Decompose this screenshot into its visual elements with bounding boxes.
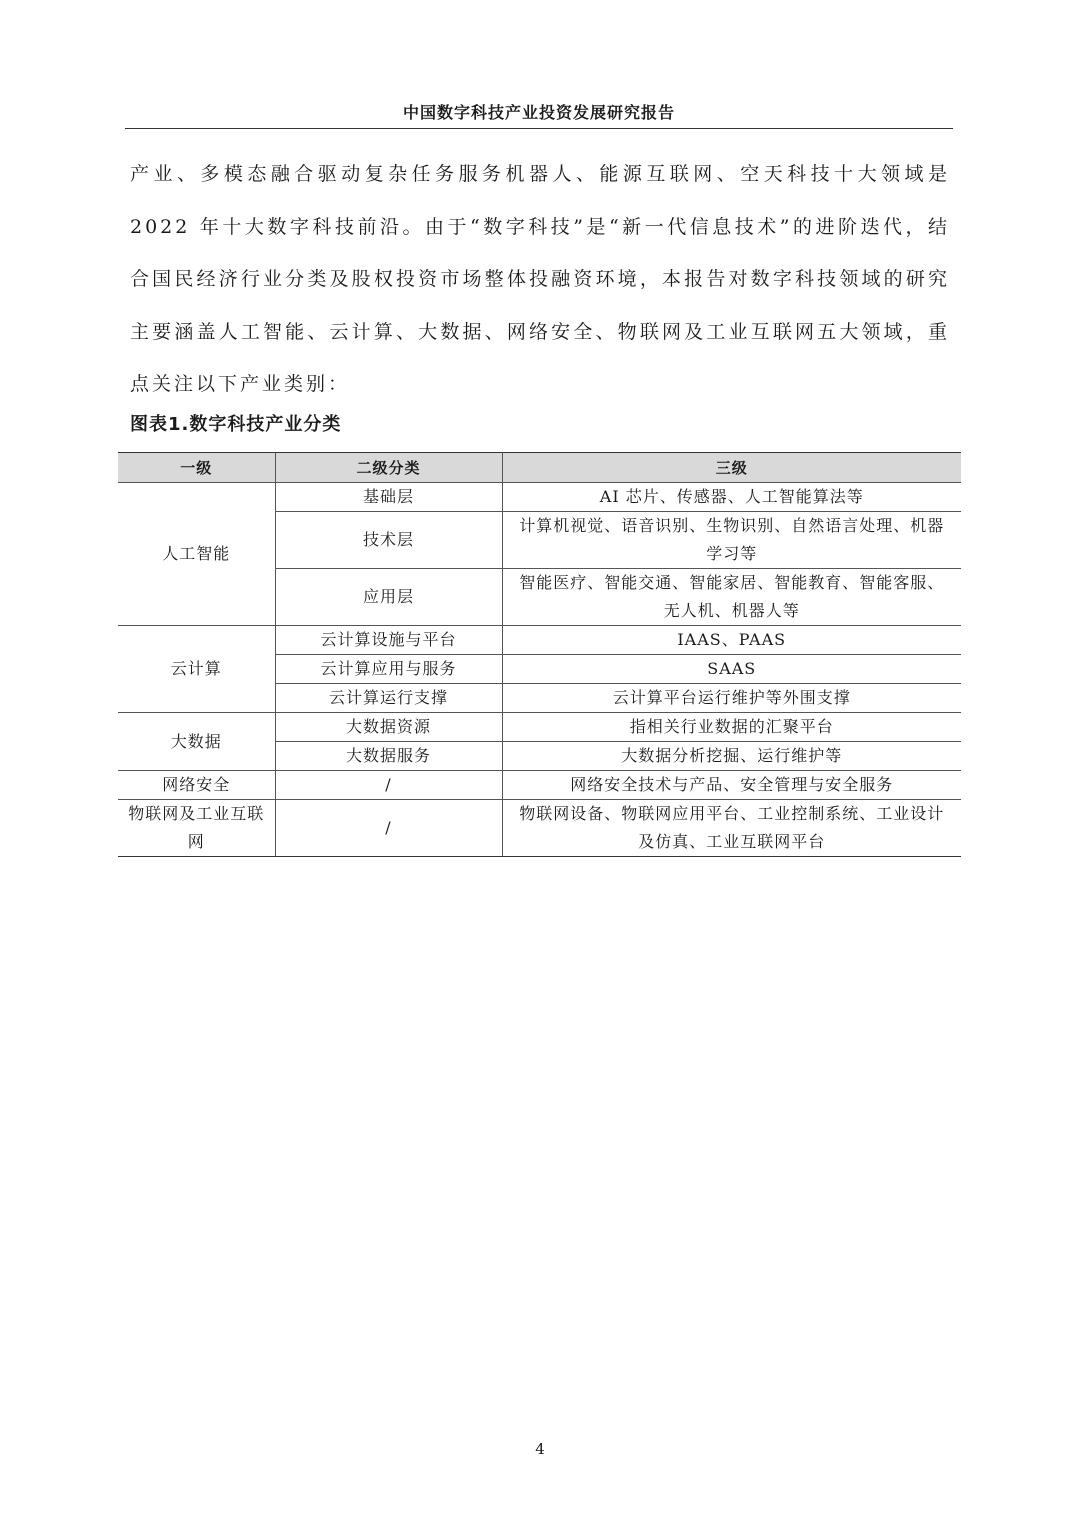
level2-cell: 云计算设施与平台 <box>275 626 502 655</box>
level3-cell: 网络安全技术与产品、安全管理与安全服务 <box>502 771 961 800</box>
table-row <box>118 483 961 512</box>
level1-cell: 云计算 <box>118 626 275 713</box>
page-header-title: 中国数字科技产业投资发展研究报告 <box>402 103 675 122</box>
table-row <box>118 800 961 857</box>
level1-cell: 网络安全 <box>118 771 275 800</box>
level3-cell: 大数据分析挖掘、运行维护等 <box>502 742 961 771</box>
level3-cell: 云计算平台运行维护等外围支撑 <box>502 684 961 713</box>
header-rule <box>125 128 953 129</box>
body-paragraph: 产业、多模态融合驱动复杂任务服务机器人、能源互联网、空天科技十大领域是 2022 年十大数字科技前沿。由于“数字科技”是“新一代信息技术”的进阶迭代，结合国民经济行业分类及股权投资市场整体投融资环境，本报告对数字科技领域的研究主要涵盖人工智能、云计算、大数据、网络安全、物联网及工业互联网五大领域，重点关注以下产业类别： <box>130 163 950 395</box>
table-row <box>118 713 961 742</box>
level1-cell: 人工智能 <box>118 483 275 626</box>
level1-cell: 大数据 <box>118 713 275 771</box>
figure-title: 图表1.数字科技产业分类 <box>130 414 342 435</box>
level2-cell: 大数据服务 <box>275 742 502 771</box>
classification-table <box>118 452 961 857</box>
level3-cell: 物联网设备、物联网应用平台、工业控制系统、工业设计及仿真、工业互联网平台 <box>502 800 961 857</box>
table-header-row <box>118 453 961 483</box>
level3-cell: AI 芯片、传感器、人工智能算法等 <box>502 483 961 512</box>
level3-cell: IAAS、PAAS <box>502 626 961 655</box>
level3-cell: SAAS <box>502 655 961 684</box>
level3-cell: 指相关行业数据的汇聚平台 <box>502 713 961 742</box>
level2-cell: / <box>275 800 502 857</box>
column-header-level1: 一级 <box>118 453 275 483</box>
level3-cell: 智能医疗、智能交通、智能家居、智能教育、智能客服、无人机、机器人等 <box>502 569 961 626</box>
level2-cell: 云计算应用与服务 <box>275 655 502 684</box>
table-row <box>118 771 961 800</box>
level3-cell: 计算机视觉、语音识别、生物识别、自然语言处理、机器学习等 <box>502 512 961 569</box>
column-header-level3: 三级 <box>502 453 961 483</box>
table-row <box>118 626 961 655</box>
column-header-level2: 二级分类 <box>275 453 502 483</box>
level2-cell: 技术层 <box>275 512 502 569</box>
page-number: 4 <box>535 1440 545 1458</box>
level1-cell: 物联网及工业互联网 <box>118 800 275 857</box>
level2-cell: 基础层 <box>275 483 502 512</box>
level2-cell: 大数据资源 <box>275 713 502 742</box>
level2-cell: 云计算运行支撑 <box>275 684 502 713</box>
level2-cell: 应用层 <box>275 569 502 626</box>
level2-cell: / <box>275 771 502 800</box>
